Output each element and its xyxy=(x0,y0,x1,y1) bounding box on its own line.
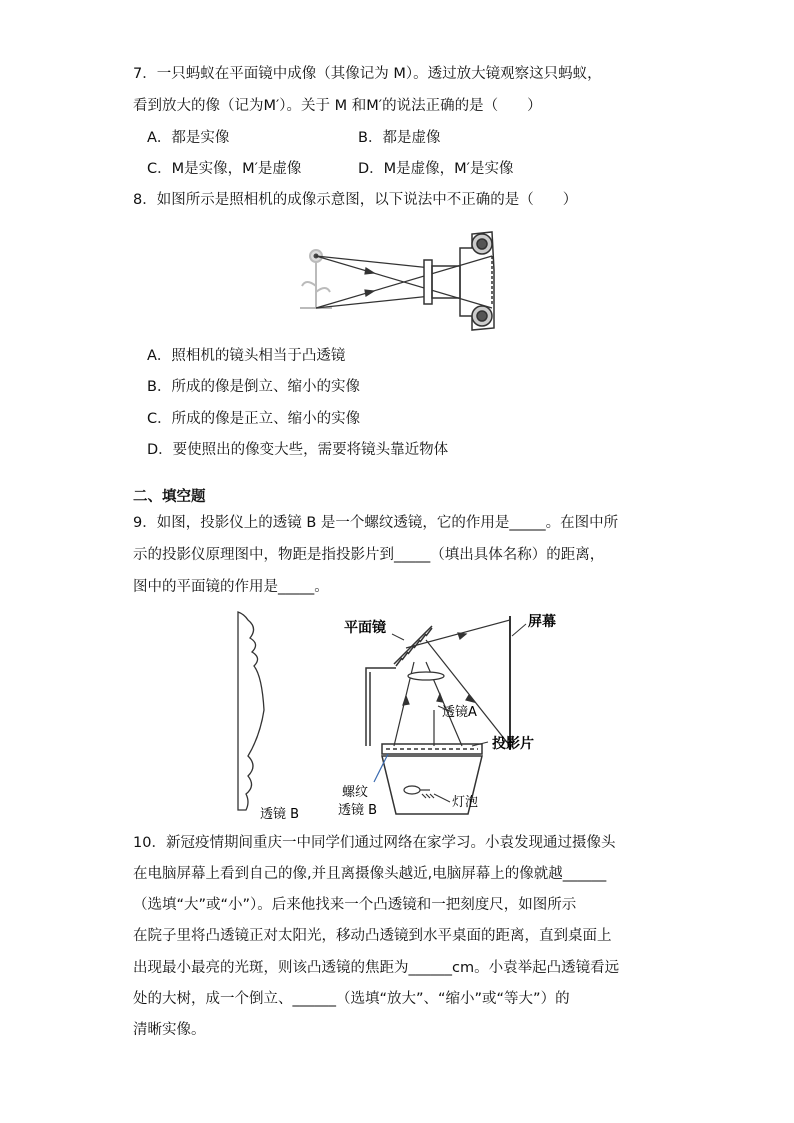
fig-label-fresnel-2: 透镜 B xyxy=(338,803,378,818)
q7-option-d: D．M是虚像，M′是实像 xyxy=(358,161,514,177)
q8-option-a: A．照相机的镜头相当于凸透镜 xyxy=(147,348,346,364)
q9-stem-line2: 示的投影仪原理图中，物距是指投影片到_____（填出具体名称）的距离， xyxy=(133,547,605,563)
fig-label-lens-a: 透镜A xyxy=(442,705,477,720)
q8-option-d: D．要使照出的像变大些，需要将镜头靠近物体 xyxy=(147,442,449,458)
q7-option-a: A．都是实像 xyxy=(147,130,230,146)
q8-stem: 8．如图所示是照相机的成像示意图，以下说法中不正确的是（ ） xyxy=(133,192,578,208)
q9-stem-line3: 图中的平面镜的作用是_____。 xyxy=(133,579,329,595)
camera-body xyxy=(460,232,494,330)
q10-stem-line1: 10．新冠疫情期间重庆一中同学们通过网络在家学习。小袁发现通过摄像头 xyxy=(133,835,616,851)
fig-label-screen: 屏幕 xyxy=(528,614,556,630)
lens-a xyxy=(408,672,444,680)
q7-stem-line2: 看到放大的像（记为M′）。关于 M 和M′的说法正确的是（ ） xyxy=(133,98,542,114)
q9-stem-line1: 9．如图，投影仪上的透镜 B 是一个螺纹透镜，它的作用是_____。在图中所 xyxy=(133,515,619,531)
q10-stem-line5: 出现最小最亮的光斑，则该凸透镜的焦距为______cm。小袁举起凸透镜看远 xyxy=(133,960,620,976)
q10-stem-line4: 在院子里将凸透镜正对太阳光，移动凸透镜到水平桌面的距离，直到桌面上 xyxy=(133,928,612,944)
fig-label-mirror: 平面镜 xyxy=(344,620,386,636)
fig-label-slide: 投影片 xyxy=(492,736,534,752)
bulb-icon xyxy=(404,786,434,798)
camera-lens xyxy=(424,260,460,304)
q8-option-b: B．所成的像是倒立、缩小的实像 xyxy=(147,379,360,395)
q7-option-b: B．都是虚像 xyxy=(358,130,441,146)
q7-stem-line1: 7．一只蚂蚁在平面镜中成像（其像记为 M）。透过放大镜观察这只蚂蚁， xyxy=(133,66,602,82)
fig-label-fresnel-1: 螺纹 xyxy=(342,785,369,800)
q10-stem-line7: 清晰实像。 xyxy=(133,1022,206,1038)
fig-label-bulb: 灯泡 xyxy=(452,795,479,810)
q10-stem-line2: 在电脑屏幕上看到自己的像,并且离摄像头越近,电脑屏幕上的像就越______ xyxy=(133,866,607,882)
camera-diagram xyxy=(296,226,498,334)
fresnel-lens-profile xyxy=(238,612,264,810)
section-heading-fill-in: 二、填空题 xyxy=(133,489,206,505)
q10-stem-line3: （选填“大”或“小”）。后来他找来一个凸透镜和一把刻度尺，如图所示 xyxy=(133,897,577,913)
q10-stem-line6: 处的大树，成一个倒立、______（选填“放大”、“缩小”或“等大”）的 xyxy=(133,991,570,1007)
q7-option-c: C．M是实像，M′是虚像 xyxy=(147,161,302,177)
fig-label-lens-b-left: 透镜 B xyxy=(260,807,300,822)
q8-option-c: C．所成的像是正立、缩小的实像 xyxy=(147,411,361,427)
projector-diagram xyxy=(226,606,576,824)
